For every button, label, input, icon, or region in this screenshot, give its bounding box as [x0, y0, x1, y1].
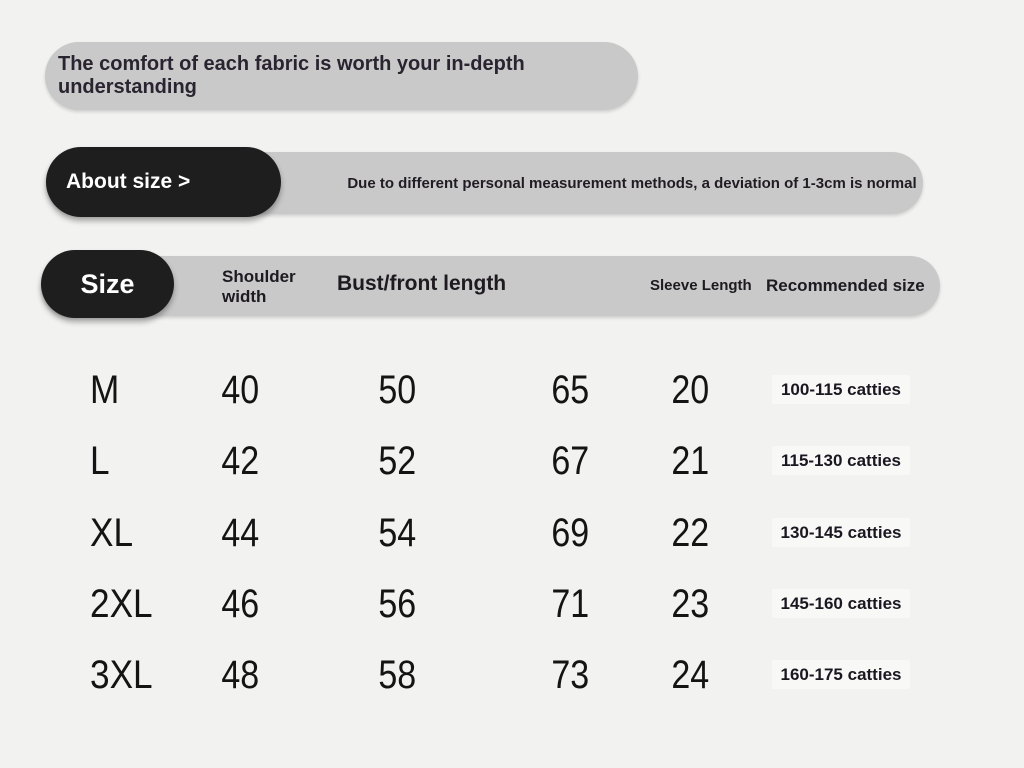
fabric-comfort-banner	[45, 42, 638, 110]
size-cell: 3XL	[90, 653, 153, 697]
recommended-size-cell: 100-115 catties	[756, 368, 926, 412]
about-size-note-text: Due to different personal measurement methods, a deviation of 1-3cm is normal	[347, 174, 917, 192]
recommended-size-cell: 130-145 catties	[756, 511, 926, 555]
table-row	[0, 511, 1024, 555]
header-shoulder-width: Shoulder width	[222, 267, 296, 306]
table-row	[0, 368, 1024, 412]
bust-cell: 50	[378, 368, 416, 412]
header-sleeve-length: Sleeve Length	[650, 277, 752, 294]
size-header-label: Size	[80, 268, 135, 299]
front-length-cell: 67	[551, 439, 589, 483]
about-size-label: About size >	[66, 170, 191, 193]
header-bust-front-length: Bust/front length	[337, 272, 507, 295]
shoulder-width-cell: 42	[221, 439, 259, 483]
size-cell: 2XL	[90, 582, 153, 626]
bust-cell: 52	[378, 439, 416, 483]
bust-cell: 56	[378, 582, 416, 626]
shoulder-width-cell: 40	[221, 368, 259, 412]
sleeve-length-cell: 22	[671, 511, 709, 555]
recommended-size-cell: 115-130 catties	[756, 439, 926, 483]
sleeve-length-cell: 24	[671, 653, 709, 697]
header-recommended-size: Recommended size	[766, 276, 925, 295]
bust-cell: 58	[378, 653, 416, 697]
table-row	[0, 582, 1024, 626]
front-length-cell: 73	[551, 653, 589, 697]
about-size-pill	[46, 147, 281, 217]
sleeve-length-cell: 21	[671, 439, 709, 483]
sleeve-length-cell: 23	[671, 582, 709, 626]
shoulder-width-cell: 46	[221, 582, 259, 626]
size-cell: L	[90, 439, 110, 483]
size-cell: M	[90, 368, 120, 412]
table-row	[0, 439, 1024, 483]
front-length-cell: 71	[551, 582, 589, 626]
front-length-cell: 65	[551, 368, 589, 412]
size-cell: XL	[90, 511, 134, 555]
table-row	[0, 653, 1024, 697]
bust-cell: 54	[378, 511, 416, 555]
shoulder-width-cell: 44	[221, 511, 259, 555]
size-header-pill	[41, 250, 174, 318]
recommended-size-cell: 145-160 catties	[756, 582, 926, 626]
shoulder-width-cell: 48	[221, 653, 259, 697]
front-length-cell: 69	[551, 511, 589, 555]
sleeve-length-cell: 20	[671, 368, 709, 412]
recommended-size-cell: 160-175 catties	[756, 653, 926, 697]
fabric-comfort-banner-text: The comfort of each fabric is worth your in-depth understanding	[58, 53, 525, 98]
